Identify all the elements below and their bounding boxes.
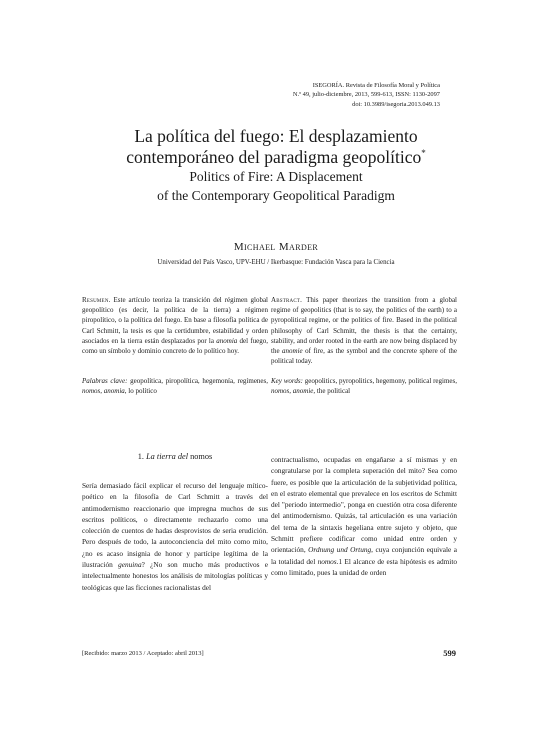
body-text-right: contractualismo, ocupadas en engañarse a sí mismas y en congratularse por la completa superación del mito? Sea como fuere, es posible que la articulación de la subjetividad política, en el estrato elemental que prevalece en los escritos de Schmitt del "periodo intermedio", ponga en cuestión otra cosa diferente del antimodernismo. Quizás, tal articulación es una variación del tema de la sintaxis hegeliana entre sujeto y objeto, que Schmitt prefiere codificar como unidad entre orden y orientación, Ordnung und Ortung, cuya conjunción equivale a la totalidad del nomos.1 El alcance de esta hipótesis es admito como limitado, pues la unidad de orden: [271, 455, 457, 577]
abstract-english: Abstract. This paper theorizes the transition from a global regime of geopolitics (that is to say, the politics of the earth) to a pyropolitical regime, or the politics of fire. Based in the political philosophy of Carl Schmitt, the thesis is that the certainty, stability, and order rooted in the earth are now being displaced by the anomie of fire, as the symbol and the concrete sphere of the political today.: [271, 296, 458, 366]
keywords-english-label: Key words:: [271, 377, 303, 385]
title-english-line2: of the Contemporary Geopolitical Paradigm: [157, 188, 395, 203]
title-spanish: [96, 126, 456, 167]
title-english: [96, 167, 456, 205]
section-heading: 1. La tierra del nomos: [137, 452, 213, 461]
abstract-spanish: Resumen. Este artículo teoriza la transición del régimen global geopolítico (es decir, la política de la tierra) a régimen piropolítico, o la política del fuego. En base a filosofía política de Carl Schmitt, la tesis es que la certidumbre, estabilidad y orden asociados en la tierra están desplazados por la anomia del fuego, como un símbolo y dominio concreto de lo político hoy.: [82, 296, 269, 356]
author-affiliation: Universidad del País Vasco, UPV-EHU / Ikerbasque: Fundación Vasca para la Ciencia: [157, 259, 395, 266]
journal-doi: doi: 10.3989/isegoria.2013.049.13: [352, 100, 440, 108]
author-name: Michael Marder: [233, 241, 319, 253]
page-number: 599: [443, 648, 456, 658]
body-text-left: Sería demasiado fácil explicar el recurso del lenguaje mítico-poético en la filosofía de Carl Schmitt a través del antimodernismo reaccionario que impregna muchos de sus escritos políticos, o directamente rechazarlo como una colección de cuentos de hadas desprovistos de seria erudición. Pero después de todo, la autoconciencia del mito como mito, ¿no es acaso insignia de honor y partícipe legítima de la ilustración genuina? ¿No son mucho más productivos e intelectualmente honestos los análisis de mitologías políticas y teológicas que las ficciones racionalistas del: [82, 481, 268, 592]
received-dates: [Recibido: marzo 2013 / Aceptado: abril 2013]: [82, 650, 204, 657]
title-spanish-line1: La política del fuego: El desplazamiento: [134, 126, 418, 146]
keywords-spanish-label: Palabras clave:: [82, 377, 128, 385]
title-spanish-line2: contemporáneo del paradigma geopolítico*: [126, 146, 426, 167]
keywords-spanish: Palabras clave: geopolítica, piropolítica, hegemonía, regímenes, nomos, anomia, lo político: [82, 377, 269, 396]
title-footnote-mark: *: [421, 147, 426, 158]
title-english-line1: Politics of Fire: A Displacement: [189, 169, 363, 184]
journal-issue: N.º 49, julio-diciembre, 2013, 599-613, ISSN: 1130-2097: [292, 91, 440, 99]
journal-header: [160, 81, 440, 109]
abstract-spanish-label: Resumen.: [82, 296, 111, 304]
journal-name: ISEGORÍA. Revista de Filosofía Moral y Política: [312, 82, 440, 89]
abstract-english-label: Abstract.: [271, 296, 303, 304]
keywords-english: Key words: geopolitics, pyropolitics, hegemony, political regimes, nomos, anomie, the political: [271, 377, 457, 396]
